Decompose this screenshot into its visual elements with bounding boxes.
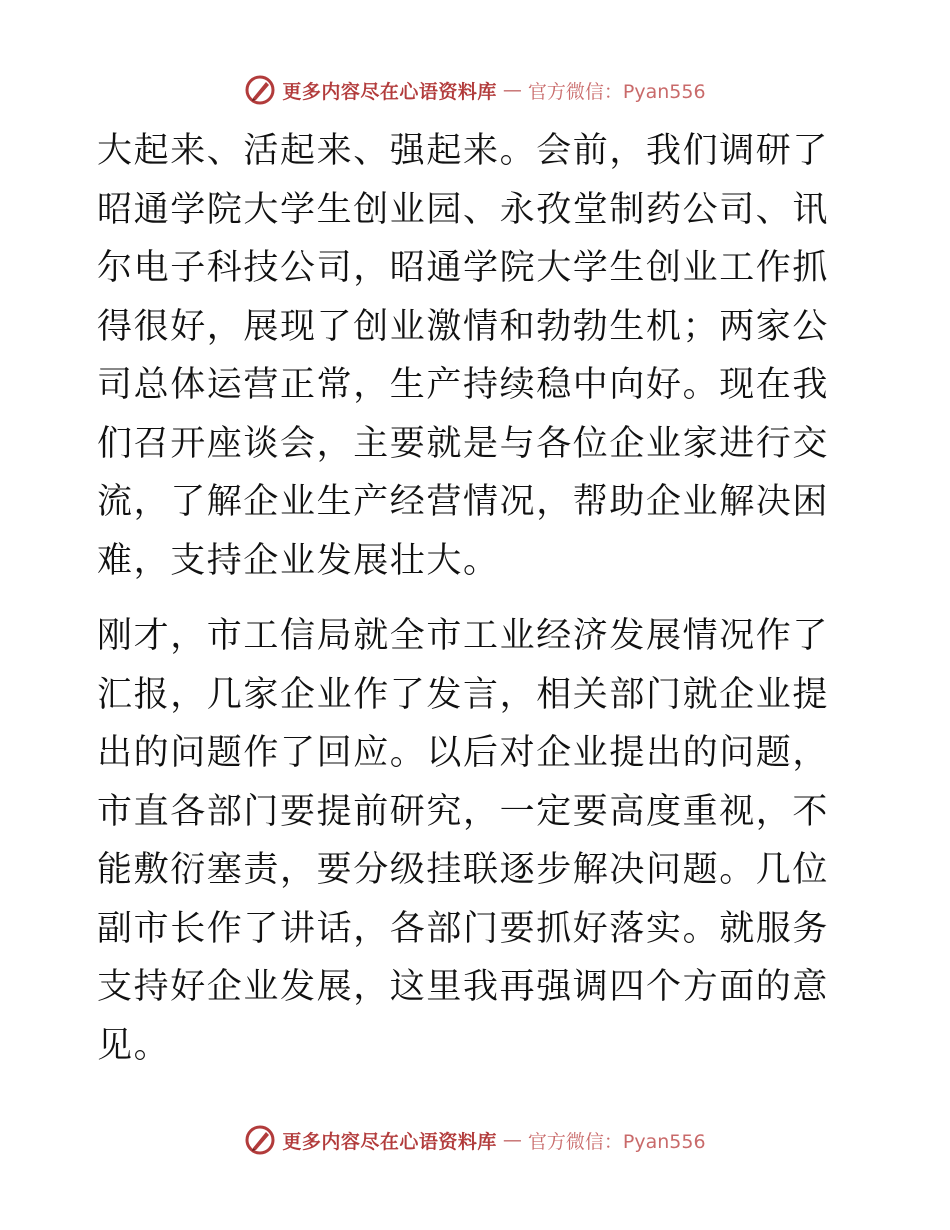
watermark-main-text: 更多内容尽在心语资料库 [282, 80, 497, 103]
watermark-group [244, 1124, 705, 1156]
watermark-separator: — [502, 1129, 522, 1151]
header-watermark [0, 70, 950, 110]
footer-watermark [0, 1120, 950, 1160]
document-body [97, 122, 857, 1075]
paragraph-1: 大起来、活起来、强起来。会前，我们调研了昭通学院大学生创业园、永孜堂制药公司、讯尔电子科技公司，昭通学院大学生创业工作抓得很好，展现了创业激情和勃勃生机；两家公司总体运营正常，生产持续稳中向好。现在我们召开座谈会，主要就是与各位企业家进行交流，了解企业生产经营情况，帮助企业解决困难，支持企业发展壮大。 [97, 131, 830, 581]
pen-logo-icon [244, 74, 276, 106]
watermark-group [244, 74, 705, 106]
watermark-wechat-text: 官方微信：Pyan556 [527, 1130, 706, 1153]
watermark-separator: — [502, 79, 522, 101]
watermark-wechat-text: 官方微信：Pyan556 [527, 80, 706, 103]
watermark-main-text: 更多内容尽在心语资料库 [282, 1130, 497, 1153]
pen-logo-icon [244, 1124, 276, 1156]
paragraph-2: 刚才，市工信局就全市工业经济发展情况作了汇报，几家企业作了发言，相关部门就企业提出的问题作了回应。以后对企业提出的问题，市直各部门要提前研究，一定要高度重视，不能敷衍塞责，要分级挂联逐步解决问题。几位副市长作了讲话，各部门要抓好落实。就服务支持好企业发展，这里我再强调四个方面的意见。 [97, 616, 830, 1066]
